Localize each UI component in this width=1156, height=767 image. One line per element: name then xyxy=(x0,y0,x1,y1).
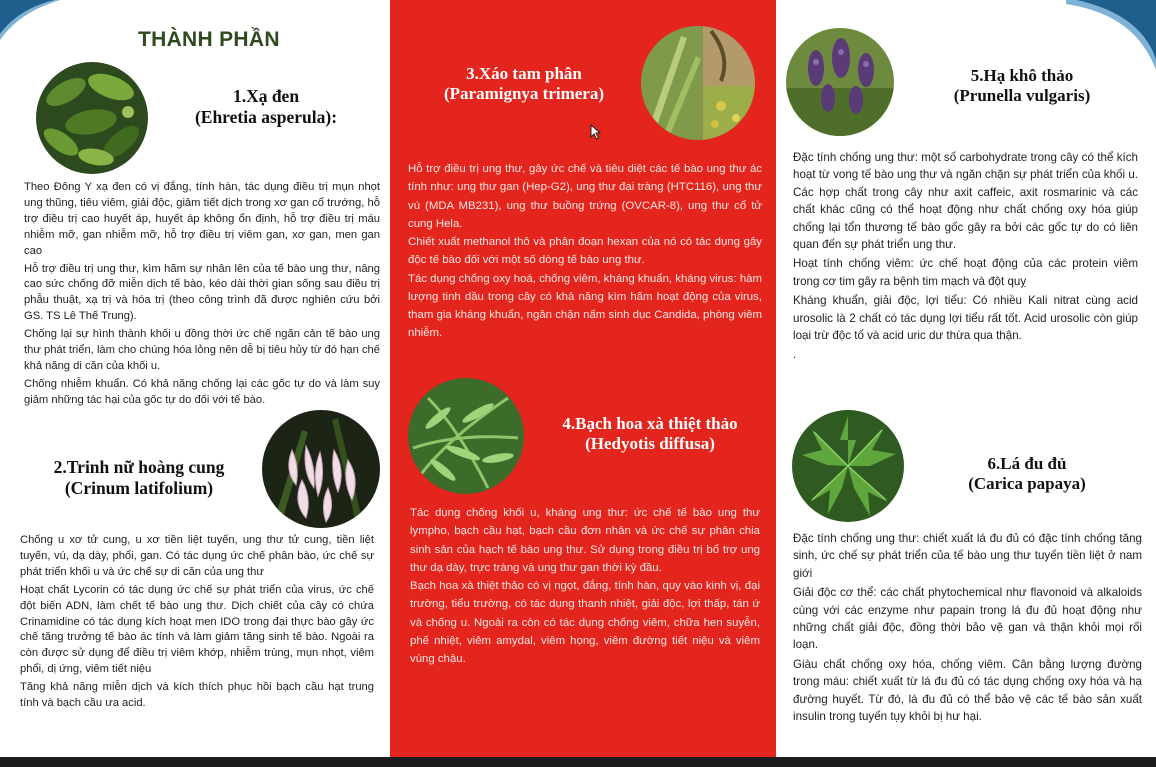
herb-3-latin: (Paramignya trimera) xyxy=(443,84,605,104)
herb-4-paragraph: Bạch hoa xà thiệt thảo có vị ngọt, đắng, tính hàn, quy vào kinh vị, đại trường, tiểu trường, có tác dụng thanh nhiệt, giải độc, lợi thấp, tán ứ và chống u. Ngoài ra còn có tác dụng chống viêm, chữa hen suyễn, phế nhiệt, viêm amydal, viêm họng, viêm đường tiết niệu và viêm vùng chậu. xyxy=(410,580,760,665)
bottom-bar xyxy=(0,757,1156,767)
herb-1-latin: (Ehretia asperula): xyxy=(194,107,338,127)
herb-3-name: 3.Xáo tam phân xyxy=(466,64,582,83)
herb-6-paragraph: Đặc tính chống ung thư: chiết xuất lá đu đủ có đặc tính chống tăng sinh, ức chế sự phát triển của tế bào ung thư tuyến tiền liệt ở nam giới xyxy=(793,532,1142,580)
herb-1-description xyxy=(24,180,380,411)
herb-1-paragraph: Hỗ trợ điều trị ung thư, kìm hãm sự nhân lên của tế bào ung thư, nâng cao sức chống đỡ miễn dịch tế bào, kéo dài thời gian sống sau điều trị phẫu thuật, xạ trị và hóa trị (theo công trình đã được nghiên cứu bởi GS. TS Lê Thế Trung). xyxy=(24,262,380,323)
mouse-cursor-icon xyxy=(590,124,602,140)
herb-3-paragraph: Chiết xuất methanol thô và phân đoạn hexan của nó có tác dụng gây độc tế bào đối với một số dòng tế bào ung thư. xyxy=(408,236,762,267)
herb-3-heading xyxy=(408,64,640,105)
herb-1-paragraph: Chống lại sự hình thành khối u đồng thời ức chế ngăn cản tế bào ung thư phát triển, làm cho chúng hóa lỏng nên dễ bị tiêu hủy từ đó hạn chế khả năng di căn của khối u. xyxy=(24,328,380,372)
herb-2-paragraph: Hoạt chất Lycorin có tác dụng ức chế sự phát triển của virus, ức chế đột biến ADN, làm chết tế bào ung thư. Dịch chiết của cây có chứa Crinamidine có tác dụng kích hoạt men IDO trong đại thực bào gây ức chế tăng trưởng tế bào ác tính và làm giảm tăng sinh tế bào. Ngoài ra còn được sử dụng để điều trị viêm khớp, nhiễm trùng, mụn nhọt, viêm phổi, dị ứng, viêm tiết niệu xyxy=(20,583,374,676)
herb-5-paragraph: Đặc tính chống ung thư: một số carbohydrate trong cây có thể kích hoạt từ vong tế bào ung thư và ngăn chặn sự phát triển của khối u. Các hợp chất trong cây như axit caffeic, axit rosmarinic và các chất khác cũng có thể hoạt động như chất chống oxy hóa giúp chống lại tổn thương tế bào gốc gây ra bởi các gốc tự do có liên quan đến sự phát triển ung thư. xyxy=(793,151,1138,251)
herb-6-name: 6.Lá đu đủ xyxy=(987,454,1067,473)
xa-den-photo xyxy=(36,62,148,174)
herb-5-latin: (Prunella vulgaris) xyxy=(953,86,1091,106)
herb-1-paragraph: Theo Đông Y xạ đen có vị đắng, tính hàn, tác dụng điều trị mụn nhọt ung thũng, tiêu viêm, giải độc, giảm tiết dịch trong xơ gan cổ trướng, hỗ trợ điều trị cao huyết áp, huyết áp không ổn định, hỗ trợ điều trị máu nhiễm mỡ, gan nhiễm mỡ, hỗ trợ điều trị viêm gan, xơ gan, men gan cao xyxy=(24,181,380,257)
herb-3-paragraph: Hỗ trợ điều trị ung thư, gây ức chế và tiêu diệt các tế bào ung thư ác tính như: ung thư gan (Hep-G2), ung thư đại tràng (HTC116), ung thư vú (MDA MB231), ung thư buồng trứng (OVCAR-8), ung thư cổ tử cung Hela. xyxy=(408,163,762,230)
page-title: THÀNH PHẦN xyxy=(138,28,280,51)
right-panel xyxy=(776,0,1156,757)
herb-5-paragraph: Hoạt tính chống viêm: ức chế hoạt động của các protein viêm trong cơ tim gây ra bệnh tim mạch và đột quỵ xyxy=(793,257,1138,288)
herb-1-name: 1.Xạ đen xyxy=(232,86,300,106)
herb-2-paragraph: Chống u xơ tử cung, u xơ tiền liệt tuyến, ung thư tử cung, tiền liệt tuyến, vú, dạ dày, phổi, gan. Có tác dụng ức chế phân bào, ức chế sự phát triển khối u và ức chế sự di căn của ung thư xyxy=(20,534,374,578)
herb-6-latin: (Carica papaya) xyxy=(968,474,1086,494)
herb-5-paragraph: Kháng khuẩn, giải độc, lợi tiểu: Có nhiều Kali nitrat cùng acid urosolic là 2 chất có tác dụng lợi tiểu rất tốt. Acid urosolic còn giúp loại trừ độc tố và acid uric dư thừa qua thận. xyxy=(793,294,1138,342)
herb-2-description xyxy=(20,533,374,714)
herb-4-description xyxy=(410,504,760,668)
corner-wave-decoration xyxy=(0,0,60,40)
la-du-du-photo xyxy=(792,410,904,522)
middle-panel xyxy=(390,0,776,757)
herb-6-heading xyxy=(912,454,1142,495)
herb-3-description xyxy=(408,160,762,343)
herb-5-description xyxy=(793,149,1138,366)
corner-wave-decoration xyxy=(1066,0,1156,70)
herb-4-latin: (Hedyotis diffusa) xyxy=(585,434,715,454)
herb-2-name: 2.Trinh nữ hoàng cung xyxy=(53,457,225,477)
herb-5-name: 5.Hạ khô thảo xyxy=(970,66,1074,85)
herb-2-heading xyxy=(18,457,260,499)
herb-6-description xyxy=(793,530,1142,727)
herb-3-paragraph: Tác dụng chống oxy hoá, chống viêm, kháng khuẩn, kháng virus: hàm lượng tinh dầu trong cây có khả năng kìm hãm hoạt động của virus, tham gia kháng khuẩn, ngăn chặn nấm sinh dục Candida, phòng viêm nhiễm. xyxy=(408,272,762,340)
herb-2-latin: (Crinum latifolium) xyxy=(64,478,214,498)
herb-4-heading xyxy=(530,414,770,455)
herb-6-paragraph: Giàu chất chống oxy hóa, chống viêm. Cân bằng lượng đường trong máu: chiết xuất từ lá đu đủ có tác dụng chống oxy hóa và hạ đường huyết. Từ đó, lá đu đủ có thể bảo vệ các tế bào sản xuất insulin trong tuyến tụy khỏi bị hư hại. xyxy=(793,657,1142,723)
herb-4-name: 4.Bạch hoa xà thiệt thảo xyxy=(562,414,738,433)
herb-2-paragraph: Tăng khả năng miễn dịch và kích thích phục hồi bạch cầu hạt trung tính và bạch cầu ưa acid. xyxy=(20,681,374,710)
herb-5-heading xyxy=(902,66,1142,107)
xao-tam-phan-photo xyxy=(641,26,755,140)
herb-6-paragraph: Giải độc cơ thể: các chất phytochemical như flavonoid và alkaloids cùng với các enzyme như papain trong lá đu đủ hoạt động như những chất giải độc, đồng thời bảo vệ gan và thận khỏi mọi rối loạn. xyxy=(793,586,1142,652)
trinh-nu-hoang-cung-photo xyxy=(262,410,380,528)
left-panel xyxy=(0,0,390,757)
herb-1-heading xyxy=(160,86,372,128)
herb-1-paragraph: Chống nhiễm khuẩn. Có khả năng chống lại các gốc tự do và làm suy giảm những tác hại của gốc tự do đối với tế bào. xyxy=(24,377,380,406)
herb-4-paragraph: Tác dụng chống khối u, kháng ung thư: ức chế tế bào ung thư lympho, bạch cầu hạt, bạch cầu đơn nhân và ức chế sự phân chia sinh sản của hạch tế bào ung thư. Sử dụng trong điều trị bổ trợ ung thư dạ dày, trực tràng và ung thư gan thời kỳ đầu. xyxy=(410,507,760,574)
ha-kho-thao-photo xyxy=(786,28,894,136)
bach-hoa-xa-thiet-thao-photo xyxy=(408,378,524,494)
herb-5-paragraph: . xyxy=(793,348,797,362)
